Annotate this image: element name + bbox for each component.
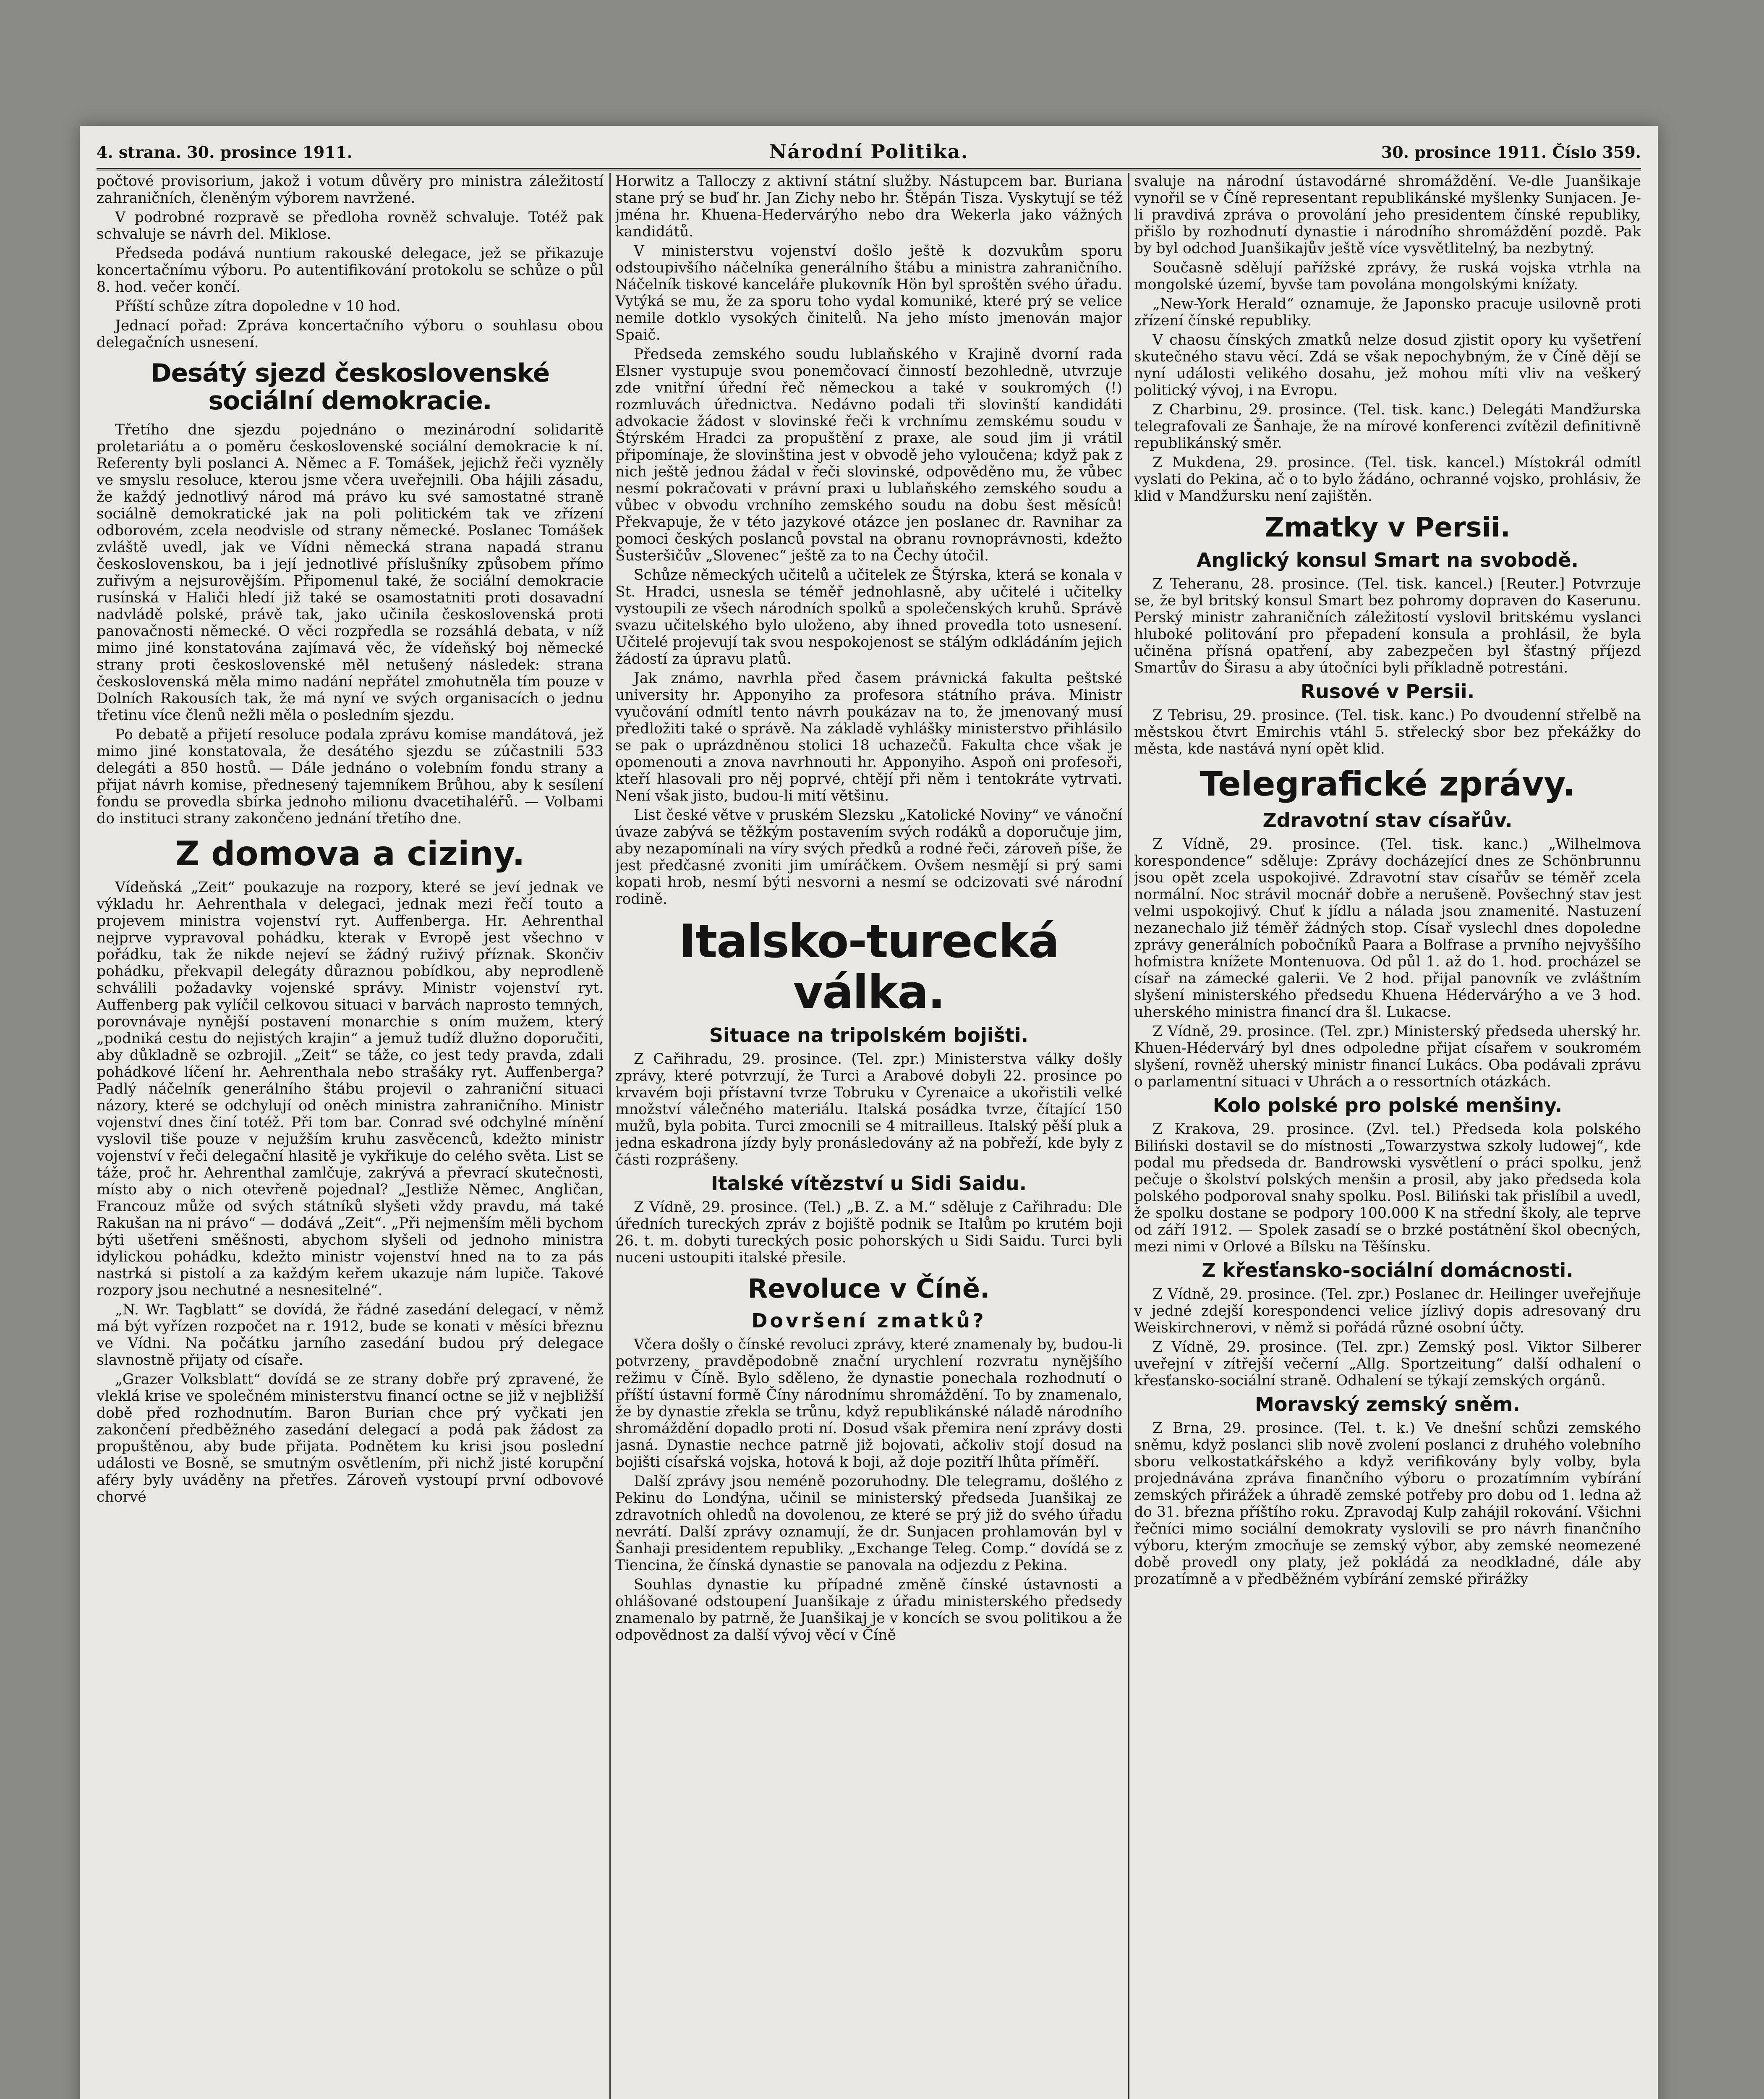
article-paragraph: Z Vídně, 29. prosince. (Tel. zpr.) Ministerský předseda uherský hr. Khuen-Hédervárý byl dnes odpoledne přijat císařem v soukromém slyšení, rovněž uherský ministr financí Lukács. Oba podávali zprávu o parlamentní situaci v Uhrách a o ressortních otázkách. [1134,1023,1641,1091]
article-paragraph: Z Mukdena, 29. prosince. (Tel. tisk. kancel.) Místokrál odmítl vyslati do Pekina, ač o to bylo žádáno, ochranné vojsko, prohlásiv, že klid v Mandžursku není zajištěn. [1134,454,1641,505]
article-paragraph: „Grazer Volksblatt“ dovídá se ze strany dobře prý zpravené, že vleklá krise ve společném ministerstvu financí octne se již v nejbližší době před rozhodnutím. Baron Burian chce prý vyčkati jen zakončení předběžného zasedání delegací a podá pak žádost za propuštěnou, aby bude přijata. Podnětem ku krisi jsou poslední události ve Bosně, se smutným osvětlením, při nichž jisté korupční aféry byly uváděny na přetřes. Zároveň vystoupí první odbovové chorvé [97,1371,604,1505]
headline-desaty-sjezd: Desátý sjezd československé sociální demokracie. [150,359,550,416]
article-paragraph: Z Brna, 29. prosince. (Tel. t. k.) Ve dnešní schůzi zemského sněmu, když poslanci slib nově zvolení poslanci z druhého volebního sboru velkostatkářského a když verifikovány byly volby, byla projednávána zpráva finančního výboru o prozatímním vybírání zemských přirážek a úhradě zemské potřeby pro dobu od 1. ledna až do 31. března příštího roku. Zpravodaj Kulp zahájil rokování. Všichni řečníci mimo sociální demokraty vyslovili se pro návrh finančního výboru, kterým zmocňuje se zemský výbor, aby zemské neomezené době provedl ony platy, jež pokládá za neodkladné, dále aby prozatímně a v předběžném vybírání zemské přirážky [1134,1419,1641,1588]
column-2 [615,173,1122,2099]
subheadline-rusove-v-persii: Rusové v Persii. [1300,680,1475,703]
columns [97,173,1641,2099]
article-paragraph: Z Vídně, 29. prosince. (Tel. zpr.) Zemský posl. Viktor Silberer uveřejní v zítřejší večerní „Allg. Sportzeitung“ další odhalení o křesťansko-sociální straně. Odhalení se týkají zemských orgánů. [1134,1338,1641,1389]
article-paragraph: V podrobné rozpravě se předloha rovněž schvaluje. Totéž pak schvaluje se návrh del. Miklose. [97,209,604,243]
headline-telegraficke-zpravy: Telegrafické zprávy. [1200,764,1576,804]
subheadline-kolo-polske: Kolo polské pro polské menšiny. [1213,1094,1563,1117]
article-paragraph: Z Cařihradu, 29. prosince. (Tel. zpr.) Ministerstva války došly zprávy, které potvrzují, že Turci a Arabové dobyli 22. prosince po krvavém boji přístavní tvrze Tobruku v Cyrenaice a ukořistili velké množství válečného materiálu. Italská posádka tvrze, čítající 150 mužů, byla pobita. Turci zmocnili se 4 mitrailleus. Italský pěší pluk a jedna eskadrona jízdy byly pronásledovány až na pobřeží, kde byly z části rozprášeny. [615,1050,1122,1168]
article-paragraph: Horwitz a Talloczy z aktivní státní služby. Nástupcem bar. Buriana stane prý se buď hr. Jan Zichy nebo hr. Štěpán Tisza. Vyskytují se též jména hr. Khuena-Hedervárýho nebo dra Wekerla jako vážných kandidátů. [615,173,1122,240]
subheadline-anglicky-konsul: Anglický konsul Smart na svobodě. [1197,549,1578,572]
article-paragraph: Další zprávy jsou neméně pozoruhodny. Dle telegramu, došlého z Pekinu do Londýna, učinil se ministerský předseda Juanšikaj ze zdravotních ohledů na dovolenou, ze které se prý již do svého úřadu nevrátí. Další zprávy oznamují, že dr. Sunjacen prohlamován byl v Šanhaji presidentem republiky. „Exchange Teleg. Comp.“ dovídá se z Tiencina, že čínská dynastie se panovala na odjezdu z Pekina. [615,1473,1122,1574]
article-paragraph: Včera došly o čínské revoluci zprávy, které znamenaly by, budou-li potvrzeny, pravděpodobně znační urychlení rozvratu nynějšího režimu v Číně. Bylo sděleno, že dynastie ponechala rozhodnutí o příští ústavní formě Číny národnímu shromáždění. To by znamenalo, že by dynastie zřekla se trůnu, když republikánské náladě národního shromáždění dopadlo proti ní. Dosud však přemira není zprávy dosti jasná. Dynastie nechce patrně již bojovati, ačkoliv stojí dosud na bojišti císařská vojska, hotová k boji, až doje pozitří lhůta příměří. [615,1336,1122,1471]
page-number-date: 4. strana. 30. prosince 1911. [97,143,353,162]
article-paragraph: Jak známo, navrhla před časem právnická fakulta peštské university hr. Apponyiho za profesora státního práva. Ministr vyučování odmítl tento návrh poukázav na to, že jmenovaný musí předložiti také o správě. Na základě vyhlášky ministerstvo přihlásilo se pak o uprázdněnou stolici 18 uchazečů. Fakulta chce však je opomenouti a znova navrhnouti hr. Apponyiho. Aspoň oni profesoři, kteří hlasovali pro něj poprvé, chtějí při něm i tentokráte vytrvati. Není však jisto, budou-li mití většinu. [615,670,1122,804]
column-3 [1134,173,1641,2099]
column-rule [609,173,611,2099]
article-paragraph: svaluje na národní ústavodárné shromáždění. Ve-dle Juanšikaje vynořil se v Číně representant republikánské myšlenky Sunjacen. Je-li pravdivá zpráva o provolání jeho presidentem čínské republiky, přišlo by rozhodnutí dynastie i národního shromáždění pozdě. Pak by byl odchod Juanšikajův ještě více vysvětlitelný, ba nezbytný. [1134,173,1641,257]
article-paragraph: List české větve v pruském Slezsku „Katolické Noviny“ ve vánoční úvaze zabývá se těžkým postavením svých rodáků a doporučuje jim, aby nezapomínali na víry svých předků a rodné řeči, zároveň píše, že jest předčasné zvoniti jim umíráčkem. Ovšem nesmějí si prý sami kopati hrob, nesmí býti nesvorni a nesmí se odcizovati své národní rodině. [615,807,1122,908]
subheadline-moravsky-snem: Moravský zemský sněm. [1255,1392,1520,1416]
newspaper-title: Národní Politika. [769,140,969,163]
headline-italsko-turecka: Italsko-turecká válka. [679,914,1059,1019]
article-paragraph: Jednací pořad: Zpráva koncertačního výboru o souhlasu obou delegačních usnesení. [97,317,604,351]
article-paragraph: Souhlas dynastie ku případné změně čínské ústavnosti a ohlášované odstoupení Juanšikaje z úřadu ministerského předsedy znamenalo by patrně, že Juanšikaj je v koncích se svou politikou a že odpovědnost za další vývoj věcí v Číně [615,1576,1122,1644]
article-paragraph: Z Krakova, 29. prosince. (Zvl. tel.) Předseda kola polského Biliński dostavil se do místnosti „Towarzystwa szkoly ludowej“, kde podal mu předseda dr. Bandrowski vysvětlení o práci spolku, jenž pečuje o školství polských menšin a prosil, aby jako předseda kola polského podporoval snahy spolku. Posl. Biliński tak přislíbil a uvedl, že spolku dostane se podpory 100.000 K na střední školy, ale teprve od září 1912. — Spolek zasadí se o brzké postátnění škol obecných, mezi nimi v Orlové a Bílsku na Těšínsku. [1134,1120,1641,1255]
article-paragraph: Z Tebrisu, 29. prosince. (Tel. tisk. kanc.) Po dvoudenní střelbě na městskou čtvrt Emirchis vtáhl 5. střelecký sbor bez překážky do města, kde nastává nyní opět klid. [1134,707,1641,758]
article-paragraph: Z Vídně, 29. prosince. (Tel.) „B. Z. a M.“ sděluje z Cařihradu: Dle úředních tureckých zpráv z bojiště podnik se Italům po krutém boji 26. t. m. dobyti tureckých posic pohorských u Sidi Saidu. Turci byli nuceni ustoupiti italské přesile. [615,1199,1122,1266]
article-paragraph: počtové provisorium, jakož i votum důvěry pro ministra záležitostí zahraničních, členěným výborem navržené. [97,173,604,207]
newspaper-page [80,126,1658,2099]
subheadline-italske-vitezstvi: Italské vítězství u Sidi Saidu. [711,1172,1027,1195]
column-rule [1128,173,1129,2099]
article-paragraph: Předseda podává nuntium rakouské delegace, jež se přikazuje koncertačnímu výboru. Po autentifikování protokolu se schůze o půl 8. hod. večer končí. [97,245,604,296]
article-paragraph: Z Vídně, 29. prosince. (Tel. tisk. kanc.) „Wilhelmova korespondence“ sděluje: Zprávy docházející dnes ze Schönbrunnu jsou opět zcela uspokojivé. Zdravotní stav císařův se téměř zcela normální. Noc strávil mocnář dobře a nerušeně. Povšechný stav jest velmi uspokojivý. Chuť k jídlu a nálada jsou znamenité. Nastuzení nezanechalo již téměř žádných stop. Císař vyslechl dnes dopoledne zprávy generálních pobočníků Paara a Bolfrase a prvního nejvyššího hofmistra knížete Montenuova. Od půl 1. až do 1. hod. procházel se císař na zámecké galerii. Ve 2 hod. přijal panovník ve zvláštním slyšení ministerského předsedu Khuena Hédervárýho a ve 3 hod. uherského ministra financí dra šl. Lukacse. [1134,836,1641,1021]
article-paragraph: V chaosu čínských zmatků nelze dosud zjistit opory ku vyšetření skutečného stavu věcí. Zdá se však nepochybným, že v Číně dějí se nyní události velikého dosahu, jež mohou míti vliv na veškerý politický vývoj, i na Evropu. [1134,332,1641,399]
article-paragraph: Po debatě a přijetí resoluce podala zprávu komise mandátová, jež mimo jiné konstatovala, že desátého sjezdu se zúčastnili 533 delegáti a 850 hostů. — Dále jednáno o volebním fondu strany a přijat návrh komise, přednesený tajemníkem Brůhou, aby k sesílení fondu se provedla sbírka jednoho milionu dvacetihaléřů. — Volbami do instituci strany zakončeno jednání třetího dne. [97,726,604,827]
article-paragraph: Vídeňská „Zeit“ poukazuje na rozpory, které se jeví jednak ve výkladu hr. Aehrenthala v delegaci, jednak mezi řečí touto a projevem ministra vojenství ryt. Auffenberga. Hr. Aehrenthal nejprve vypravoval pohádku, kterak v Evropě jest všechno v pořádku, tak že nikde nejeví se žádný ruživý příznak. Skončiv pohádku, překvapil delegáty důraznou pobídkou, aby neprodleně schválili požadavky vojenské správy. Ministr vojenství ryt. Auffenberg pak vylíčil celkovou situaci v barvách naprosto temných, porovnávaje nynější postavení monarchie s oním mužem, který „podniká cestu do nejistých krajin“ a jemuž tudíž dlužno doporučiti, aby důkladně se ozbrojil. „Zeit“ se táže, co jest tedy pravda, zdali pohádkové líčení hr. Aehrenthala nebo strašáky ryt. Auffenberga? Padlý náčelník generálního štábu projevil o zahraniční situaci názory, které se odchylují od oněch ministra zahraničního. Ministr vojenství dnes činí totéž. Při tom bar. Conrad své odchylné mínění vyslovil tiše pouze v nejužším kruhu zasvěcenců, kdežto ministr vojenství v řeči delegační hlasitě je vykřikuje do celého světa. List se táže, proč hr. Aehrenthal zamlčuje, zakrývá a převrací skutečnosti, místo aby o nich otevřeně pojednal? „Jestliže Němec, Angličan, Francouz může od svých státníků slyšeti vždy pravdu, má také Rakušan na ni právo“ — dodává „Zeit“. „Při nejmenším měli bychom býti ušetřeni směšnosti, abychom slyšeli od jednoho ministra idylickou pohádku, kdežto ministr vojenství hned na to za pás nastrká si pistolí a za každým keřem ukazuje nám lupiče. Takové rozpory jsou nechutné a nesnesitelné“. [97,879,604,1299]
article-paragraph: V ministerstvu vojenství došlo ještě k dozvukům sporu odstoupivšího náčelníka generálního štábu a ministra zahraničního. Náčelník tiskové kanceláře plukovník Hön byl sproštěn svého úřadu. Vytýká se mu, že za sporu toho vydal komuniké, které prý se velice nemile dotklo vysokých činitelů. Na jeho místo jmenován major Spaič. [615,243,1122,343]
subheadline-situace: Situace na tripolském bojišti. [709,1024,1029,1047]
article-paragraph: Z Teheranu, 28. prosince. (Tel. tisk. kancel.) [Reuter.] Potvrzuje se, že byl britský konsul Smart bez pohromy dopraven do Kaserunu. Perský ministr zahraničních záležitostí vyslovil britskému vyslanci hluboké politování pro přepadení konsula a prohlásil, že byla učiněna přísná opatření, aby zabezpečen byl šťastný příjezd Smartův do Širasu a aby útočníci byli příkladně potrestáni. [1134,576,1641,677]
article-paragraph: Schůze německých učitelů a učitelek ze Štýrska, která se konala v St. Hradci, usnesla se téměř jednohlasně, aby učitelé i učitelky vystoupili ze všech národních spolků a společenských kruhů. Správě svazu učitelského bylo uloženo, aby ihned provedla toto usnesení. Učitelé projevují tak svou nespokojenost se stálým odkládáním jejich žádostí za úpravu platů. [615,567,1122,667]
article-paragraph: Předseda zemského soudu lublaňského v Krajině dvorní rada Elsner vystupuje svou ponemčovací činností bezohledně, utvrzuje zde vnitřní úřední řeč německou a také v soukromých (!) rozmluvách úřednictva. Nedávno podali tři slovinští kandidáti advokacie žádost v slovinské řeči k vrchnímu zemskému soudu v Štýrském Hradci za propuštění z praxe, ale soud jim ji vrátil připomínaje, že slovinština jest v obvodě jeho vyloučena; když pak z nich ještě jednou žádal v řeči slovinské, odpověděno mu, že vůbec nesmí pokračovati v právní praxi u lublaňského zemského soudu a vůbec v obvodu vrchního zemského soudu na dobu šest měsíců! Překvapuje, že v této jazykové otázce jen poslanec dr. Ravnihar za pomoci českých poslanců povstal na obranu rovnoprávnosti, kdežto Šusteršičův „Slovenec“ ještě za to na Čechy útočil. [615,346,1122,564]
article-paragraph: Třetího dne sjezdu pojednáno o mezinárodní solidaritě proletariátu a o poměru československé sociální demokracie k ní. Referenty byli poslanci A. Němec a F. Tomášek, jejichž řeči vyzněly ve smyslu resoluce, kterou jsme včera uveřejnili. Oba hájili zásadu, že každý jednotlivý národ má právo ku své samostatné straně sociálně demokratické jak na poli politickém tak ve zřízení odborovém, zcela neodvisle od strany německé. Poslanec Tomášek zvláště uvedl, jak ve Vídni německá strana napadá stranu československou, ba i její jednotlivé příslušníky způsobem přímo zuřivým a nejsurovějším. Připomenul také, že sociální demokracie rusínská v Haliči hledí již také se osamostatniti proti dosavadní nadvládě polské, právě tak, jako učinila československá proti panovačnosti německé. O věci rozpředla se rozsáhlá debata, v níž mimo jiné konstatována zajímavá věc, že vídeňský boj německé strany proti československé měl netušený následek: strana československá měla mimo nadání nepřátel zmohutněla tím pouze v Dolních Rakousích tak, že má nyní ve svých organisacích o jednu třetinu více členů nežli měla o posledním sjezdu. [97,421,604,724]
headline-revoluce-v-cine: Revoluce v Číně. [747,1273,990,1304]
date-issue-number: 30. prosince 1911. Číslo 359. [1381,143,1641,162]
article-paragraph: Současně sdělují pařížské zprávy, že ruská vojska vtrhla na mongolské území, byvše tam povolána mongolskými knížaty. [1134,259,1641,293]
subheadline-krestansko-socialni: Z křesťansko-sociální domácnosti. [1202,1259,1573,1282]
subheadline-zdravotni-stav: Zdravotní stav císařův. [1262,809,1513,832]
headline-zmatky-v-persii: Zmatky v Persii. [1265,512,1511,543]
subheadline-dovrseni: Dovršení zmatků? [751,1309,986,1332]
article-paragraph: „N. Wr. Tagblatt“ se dovídá, že řádné zasedání delegací, v němž má být vyřízen rozpočet na r. 1912, bude se konati v měsíci březnu ve Vídni. Na počátku jarního zasedání budou prý delegace slavnostně přijaty od císaře. [97,1301,604,1369]
column-1 [97,173,604,2099]
article-paragraph: Z Charbinu, 29. prosince. (Tel. tisk. kanc.) Delegáti Mandžurska telegrafovali ze Šanhaje, že na mírové konferenci zvítězil definitivně republikánský směr. [1134,401,1641,452]
masthead [97,139,1641,170]
article-paragraph: Příští schůze zítra dopoledne v 10 hod. [115,298,401,315]
article-paragraph: Z Vídně, 29. prosince. (Tel. zpr.) Poslanec dr. Heilinger uveřejňuje v jedné zdejší korespondenci velice jízlivý dopis adresovaný dru Weiskirchnerovi, v němž si pořádá různé osobní účty. [1134,1285,1641,1336]
article-paragraph: „New-York Herald“ oznamuje, že Japonsko pracuje usilovně proti zřízení čínské republiky. [1134,296,1641,329]
headline-z-domova: Z domova a ciziny. [175,834,525,873]
